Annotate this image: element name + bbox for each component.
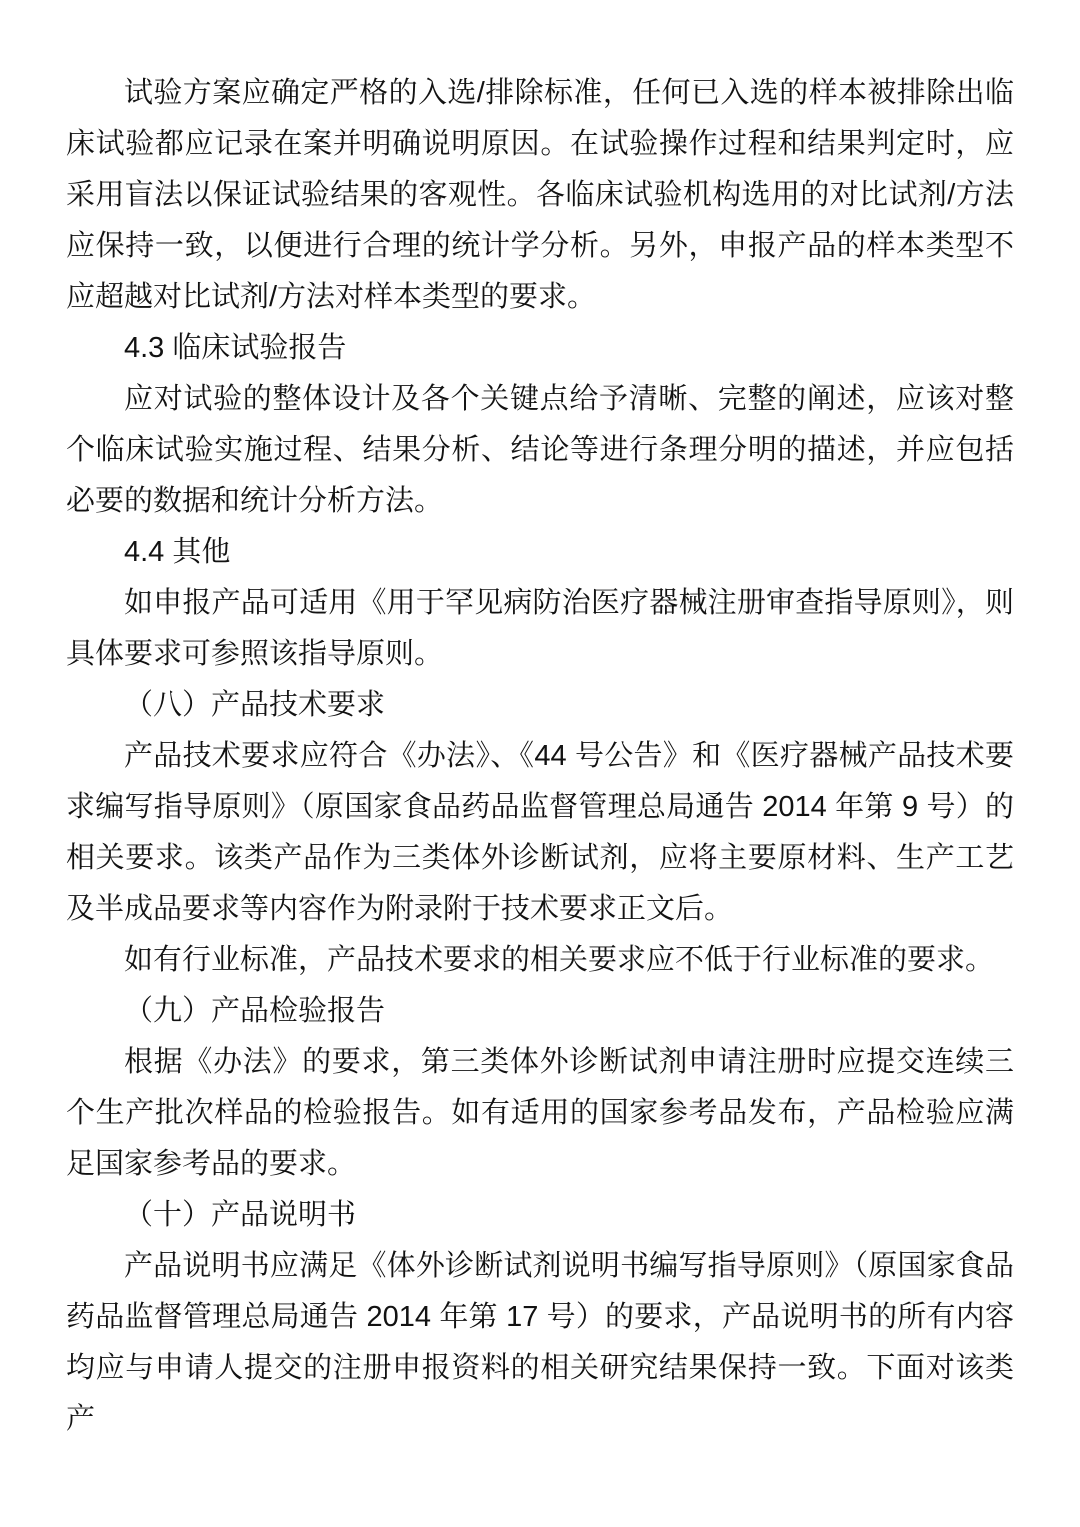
heading-4-3-clinical-trial-report: 4.3 临床试验报告 <box>124 332 347 364</box>
paragraph-inspection-report-detail: 根据《办法》的要求，第三类体外诊断试剂申请注册时应提交连续三个生产批次样品的检验报告。如有适用的国家参考品发布，产品检验应满足国家参考品的要求。 <box>66 1046 1014 1180</box>
heading-9-product-inspection-report: （九）产品检验报告 <box>124 995 386 1027</box>
paragraph-industry-standard: 如有行业标准，产品技术要求的相关要求应不低于行业标准的要求。 <box>124 944 995 976</box>
paragraph-technical-requirements-detail: 产品技术要求应符合《办法》、《44 号公告》和《医疗器械产品技术要求编写指导原则》（原国家食品药品监督管理总局通告 2014 年第 9 号）的相关要求。该类产品作为三类体外诊断试剂，应将主要原材料、生产工艺及半成品要求等内容作为附录附于技术要求正文后。 <box>66 740 1014 925</box>
paragraph-inclusion-exclusion-criteria: 试验方案应确定严格的入选/排除标准，任何已入选的样本被排除出临床试验都应记录在案并明确说明原因。在试验操作过程和结果判定时，应采用盲法以保证试验结果的客观性。各临床试验机构选用的对比试剂/方法应保持一致，以便进行合理的统计学分析。另外，申报产品的样本类型不应超越对比试剂/方法对样本类型的要求。 <box>66 77 1014 313</box>
paragraph-product-manual-detail: 产品说明书应满足《体外诊断试剂说明书编写指导原则》（原国家食品药品监督管理总局通告 2014 年第 17 号）的要求，产品说明书的所有内容均应与申请人提交的注册申报资料的相关研究结果保持一致。下面对该类产 <box>66 1250 1014 1435</box>
heading-4-4-other: 4.4 其他 <box>124 536 231 568</box>
heading-8-product-technical-requirements: （八）产品技术要求 <box>124 689 386 721</box>
heading-10-product-manual: （十）产品说明书 <box>124 1199 357 1231</box>
paragraph-rare-disease-guideline: 如申报产品可适用《用于罕见病防治医疗器械注册审查指导原则》，则具体要求可参照该指导原则。 <box>66 587 1014 670</box>
paragraph-clinical-trial-report: 应对试验的整体设计及各个关键点给予清晰、完整的阐述，应该对整个临床试验实施过程、结果分析、结论等进行条理分明的描述，并应包括必要的数据和统计分析方法。 <box>66 383 1014 517</box>
